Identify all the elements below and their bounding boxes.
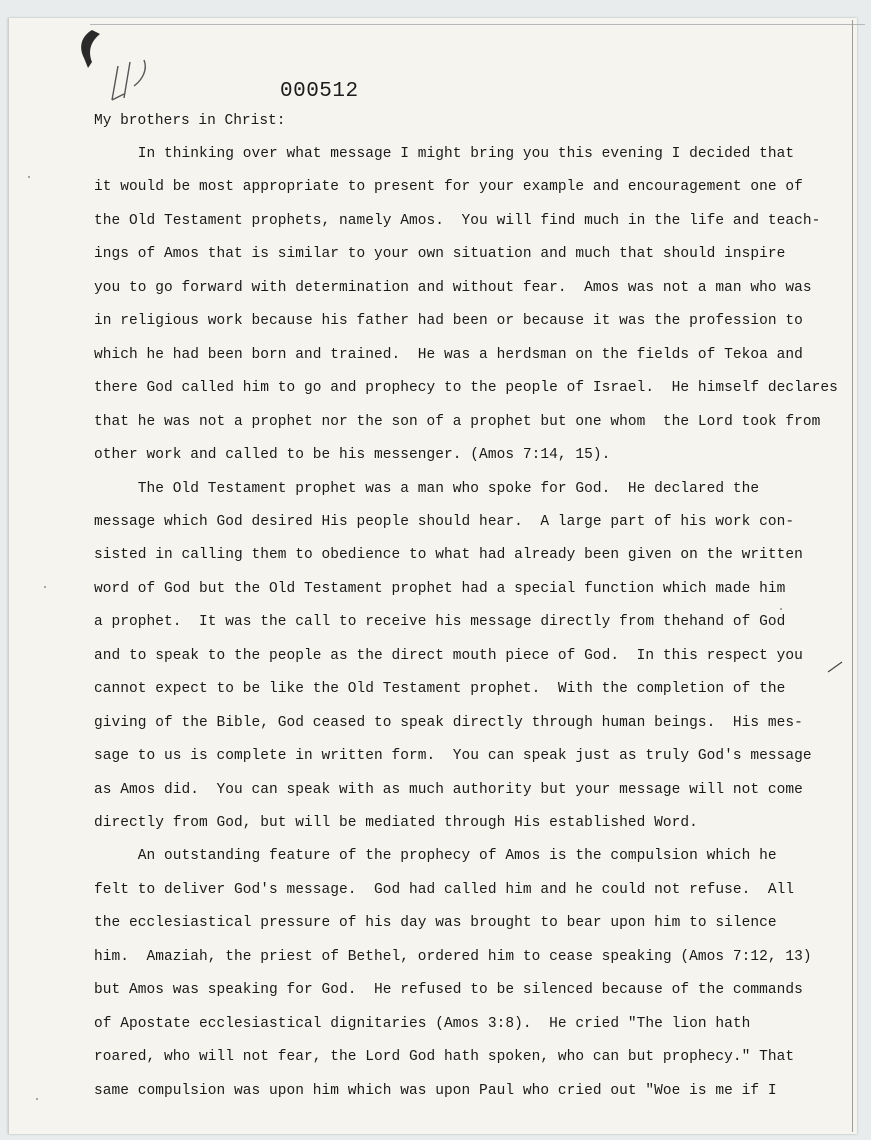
text-line: him. Amaziah, the priest of Bethel, ordered him to cease speaking (Amos 7:12, 13) [94, 948, 812, 965]
text-line: sage to us is complete in written form. You can speak just as truly God's message [94, 748, 812, 765]
page-top-edge [90, 24, 865, 25]
text-line: you to go forward with determination and without fear. Amos was not a man who was [94, 279, 812, 296]
text-line: same compulsion was upon him which was upon Paul who cried out "Woe is me if I [94, 1082, 777, 1099]
text-line: that he was not a prophet nor the son of a prophet but one whom the Lord took from [94, 413, 821, 430]
text-line: but Amos was speaking for God. He refused to be silenced because of the commands [94, 982, 803, 999]
paper-speck [780, 608, 782, 610]
text-line: which he had been born and trained. He was a herdsman on the fields of Tekoa and [94, 346, 803, 363]
text-line: the ecclesiastical pressure of his day was brought to bear upon him to silence [94, 915, 777, 932]
text-line: cannot expect to be like the Old Testament prophet. With the completion of the [94, 681, 786, 698]
text-line: as Amos did. You can speak with as much authority but your message will not come [94, 781, 803, 798]
text-line: word of God but the Old Testament prophet had a special function which made him [94, 580, 786, 597]
text-line: giving of the Bible, God ceased to speak directly through human beings. His mes- [94, 714, 803, 731]
text-line: it would be most appropriate to present for your example and encouragement one of [94, 179, 803, 196]
text-line: directly from God, but will be mediated through His established Word. [94, 815, 698, 831]
text-line: the Old Testament prophets, namely Amos. You will find much in the life and teach- [94, 212, 821, 229]
text-line: sisted in calling them to obedience to what had already been given on the written [94, 547, 803, 564]
text-line: a prophet. It was the call to receive his message directly from thehand of God [94, 614, 786, 631]
text-line: of Apostate ecclesiastical dignitaries (Amos 3:8). He cried "The lion hath [94, 1015, 751, 1032]
margin-tick-mark [826, 660, 844, 674]
text-line: other work and called to be his messenger. (Amos 7:14, 15). [94, 447, 611, 464]
text-line: in religious work because his father had been or because it was the profession to [94, 313, 803, 330]
paper-speck [28, 176, 30, 178]
text-line: roared, who will not fear, the Lord God hath spoken, who can but prophecy." That [94, 1049, 795, 1066]
page-right-edge [852, 20, 853, 1132]
text-line: In thinking over what message I might bring you this evening I decided that [94, 146, 795, 162]
text-line: The Old Testament prophet was a man who spoke for God. He declared the [94, 480, 760, 497]
text-line: ings of Amos that is similar to your own situation and much that should inspire [94, 246, 786, 263]
text-line: An outstanding feature of the prophecy of Amos is the compulsion which he [94, 848, 777, 865]
paper-speck [36, 1098, 38, 1100]
text-line: and to speak to the people as the direct mouth piece of God. In this respect you [94, 647, 803, 664]
text-line: felt to deliver God's message. God had called him and he could not refuse. All [94, 881, 795, 898]
text-line: message which God desired His people should hear. A large part of his work con- [94, 513, 795, 530]
pencil-annotation-mark [104, 56, 164, 106]
page-number: 000512 [280, 80, 359, 103]
text-line: there God called him to go and prophecy to the people of Israel. He himself declares [94, 380, 838, 397]
paper-speck [44, 586, 46, 588]
salutation: My brothers in Christ: [94, 113, 286, 129]
